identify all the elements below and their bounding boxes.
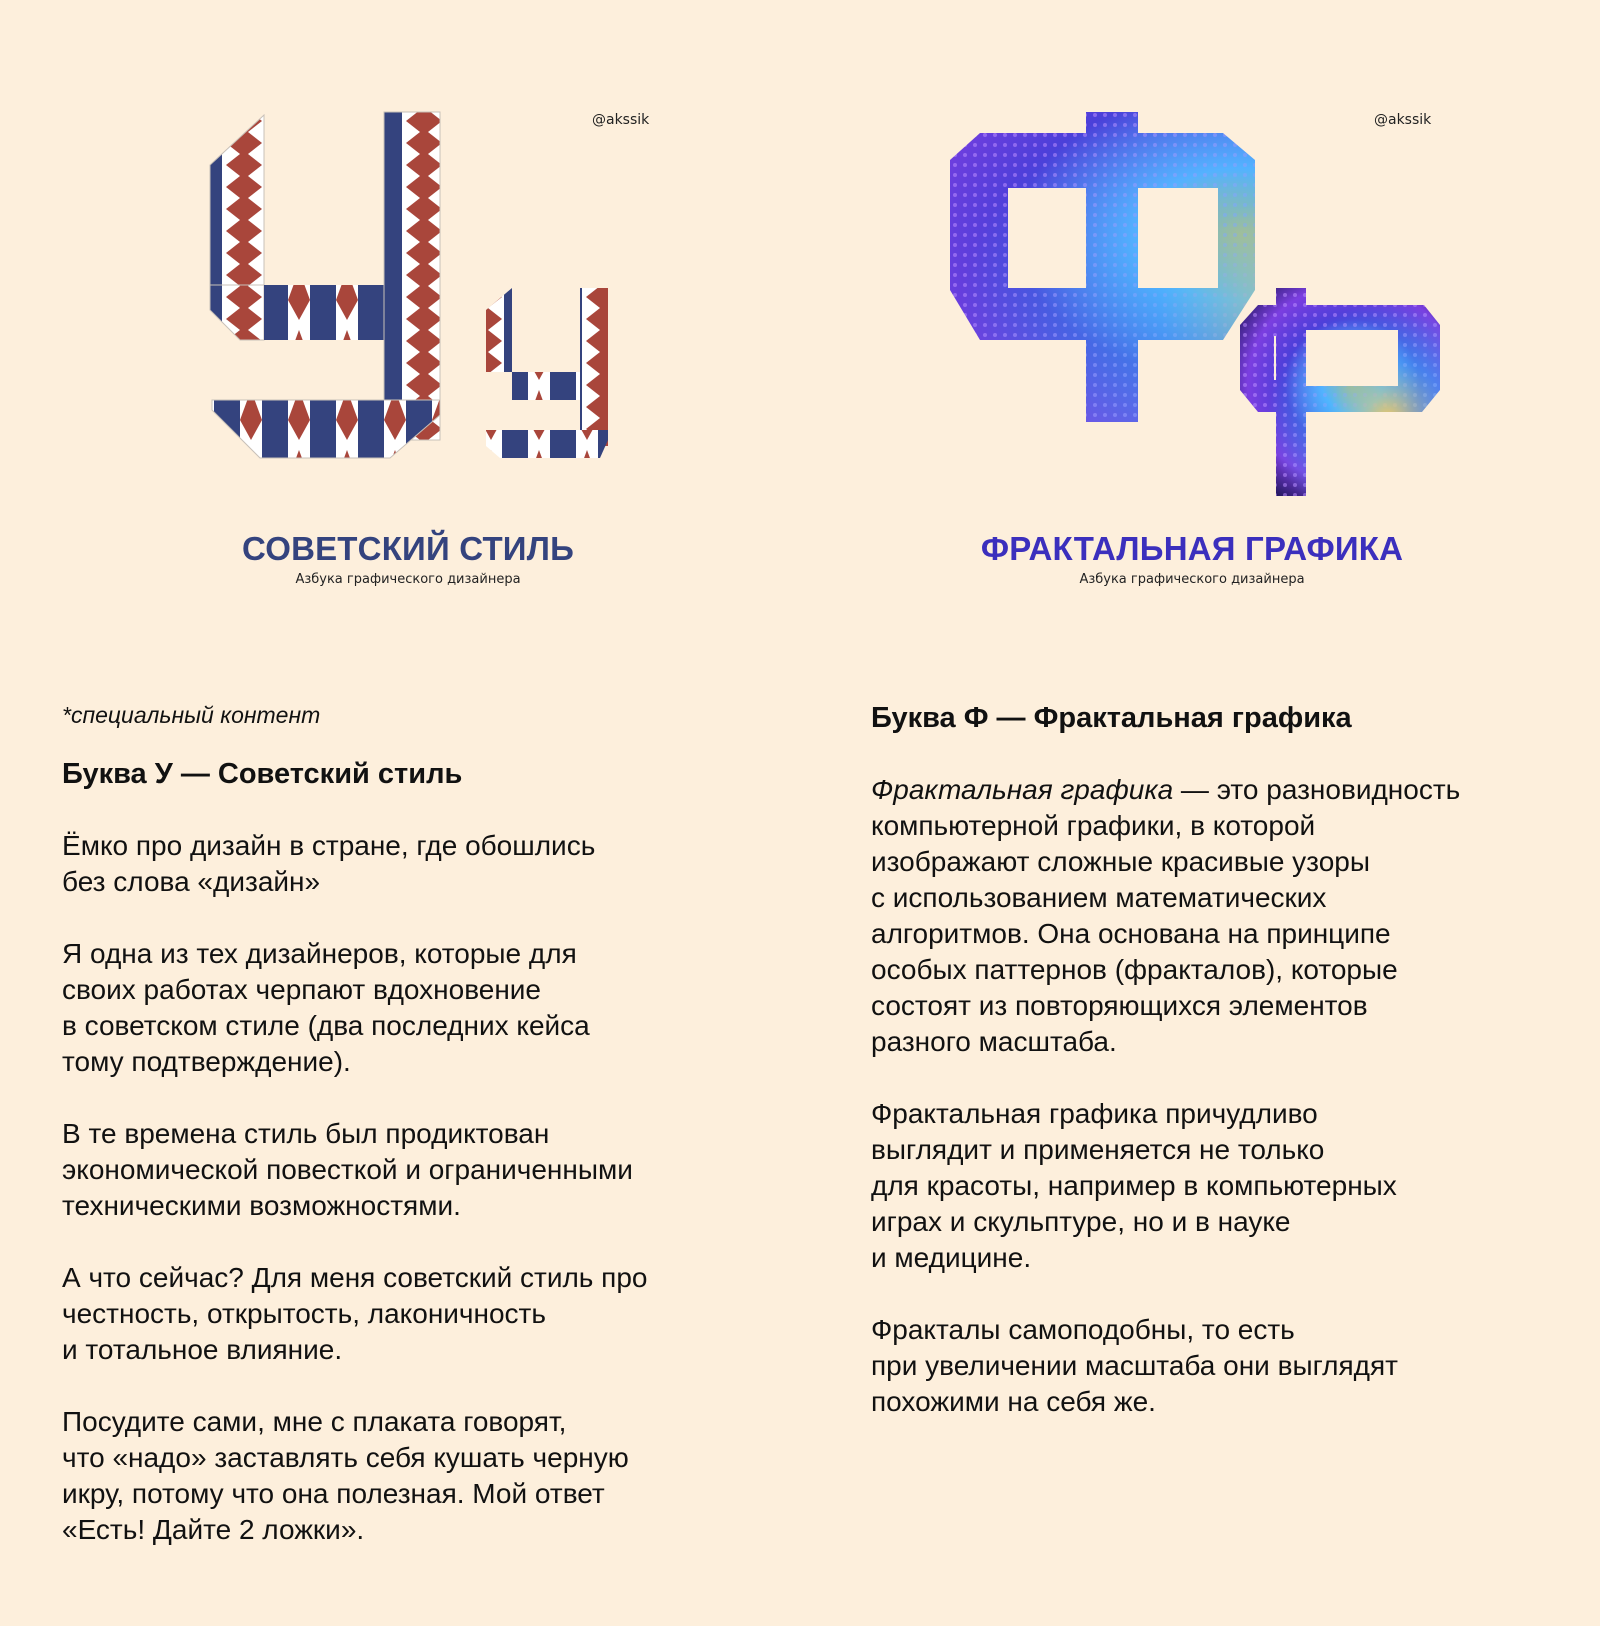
- special-content-note: *специальный контент: [62, 702, 321, 728]
- author-handle: @akssik: [592, 112, 650, 128]
- letter-f-small: [1220, 280, 1460, 510]
- text-line: Ёмко про дизайн в стране, где обошлись: [62, 830, 596, 861]
- text-line: особых паттернов (фракталов), которые: [871, 954, 1398, 985]
- letter-u-small: [486, 288, 608, 458]
- text-line: «Есть! Дайте 2 ложки».: [62, 1514, 365, 1545]
- text-line: без слова «дизайн»: [62, 866, 321, 897]
- text-line: в советском стиле (два последних кейса: [62, 1010, 590, 1041]
- term-italic: Фрактальная графика: [871, 774, 1174, 805]
- soviet-style-text: [62, 700, 762, 1584]
- text-line: Фрактальная графика причудливо: [871, 1098, 1318, 1129]
- text-line: экономической повесткой и ограниченными: [62, 1154, 633, 1185]
- text-line: техническими возможностями.: [62, 1190, 461, 1221]
- paragraph: [871, 1312, 1571, 1420]
- text-line: и тотальное влияние.: [62, 1334, 343, 1365]
- text-line: при увеличении масштаба они выглядят: [871, 1350, 1399, 1381]
- text-line: и медицине.: [871, 1242, 1032, 1273]
- soviet-style-card: [0, 0, 800, 640]
- text-line: разного масштаба.: [871, 1026, 1117, 1057]
- letter-f-large: [800, 0, 1600, 520]
- section-heading: Буква Ф — Фрактальная графика: [871, 702, 1352, 734]
- text-line: Посудите сами, мне с плаката говорят,: [62, 1406, 567, 1437]
- text-line: компьютерной графики, в которой: [871, 810, 1316, 841]
- author-handle: @akssik: [1374, 112, 1432, 128]
- text-line: выглядит и применяется не только: [871, 1134, 1325, 1165]
- text-line: Фракталы самоподобны, то есть: [871, 1314, 1295, 1345]
- text-line: В те времена стиль был продиктован: [62, 1118, 550, 1149]
- text-line: что «надо» заставлять себя кушать черную: [62, 1442, 629, 1473]
- paragraph: [871, 1096, 1571, 1276]
- paragraph: [62, 828, 762, 900]
- text-fragment: — это разновидность: [1173, 774, 1461, 805]
- text-line: тому подтверждение).: [62, 1046, 351, 1077]
- paragraph: [62, 936, 762, 1080]
- fractal-graphics-card: [800, 0, 1600, 640]
- paragraph: [62, 1260, 762, 1368]
- card-subtitle: Азбука графического дизайнера: [1079, 572, 1305, 587]
- paragraph: [871, 772, 1571, 1060]
- soviet-letter-u-artwork: [0, 0, 800, 520]
- text-line: для красоты, например в компьютерных: [871, 1170, 1397, 1201]
- text-line: икру, потому что она полезная. Мой ответ: [62, 1478, 605, 1509]
- card-title: ФРАКТАЛЬНАЯ ГРАФИКА: [980, 530, 1404, 567]
- text-line: честность, открытость, лаконичность: [62, 1298, 546, 1329]
- card-subtitle: Азбука графического дизайнера: [295, 572, 521, 587]
- text-line: Я одна из тех дизайнеров, которые для: [62, 938, 577, 969]
- paragraph: [62, 1116, 762, 1224]
- text-line: А что сейчас? Для меня советский стиль про: [62, 1262, 648, 1293]
- text-line: алгоритмов. Она основана на принципе: [871, 918, 1391, 949]
- text-line: изображают сложные красивые узоры: [871, 846, 1370, 877]
- section-heading: Буква У — Советский стиль: [62, 758, 463, 790]
- text-line: своих работах черпают вдохновение: [62, 974, 542, 1005]
- fractal-graphics-text: [871, 700, 1571, 1456]
- paragraph: [62, 1404, 762, 1548]
- text-line: [871, 772, 1571, 808]
- card-title: СОВЕТСКИЙ СТИЛЬ: [241, 530, 575, 567]
- text-line: похожими на себя же.: [871, 1386, 1156, 1417]
- fractal-letter-f-artwork: [800, 0, 1600, 520]
- text-line: с использованием математических: [871, 882, 1327, 913]
- text-line: играх и скульптуре, но и в науке: [871, 1206, 1291, 1237]
- letter-u-large: [210, 112, 440, 458]
- text-line: состоят из повторяющихся элементов: [871, 990, 1368, 1021]
